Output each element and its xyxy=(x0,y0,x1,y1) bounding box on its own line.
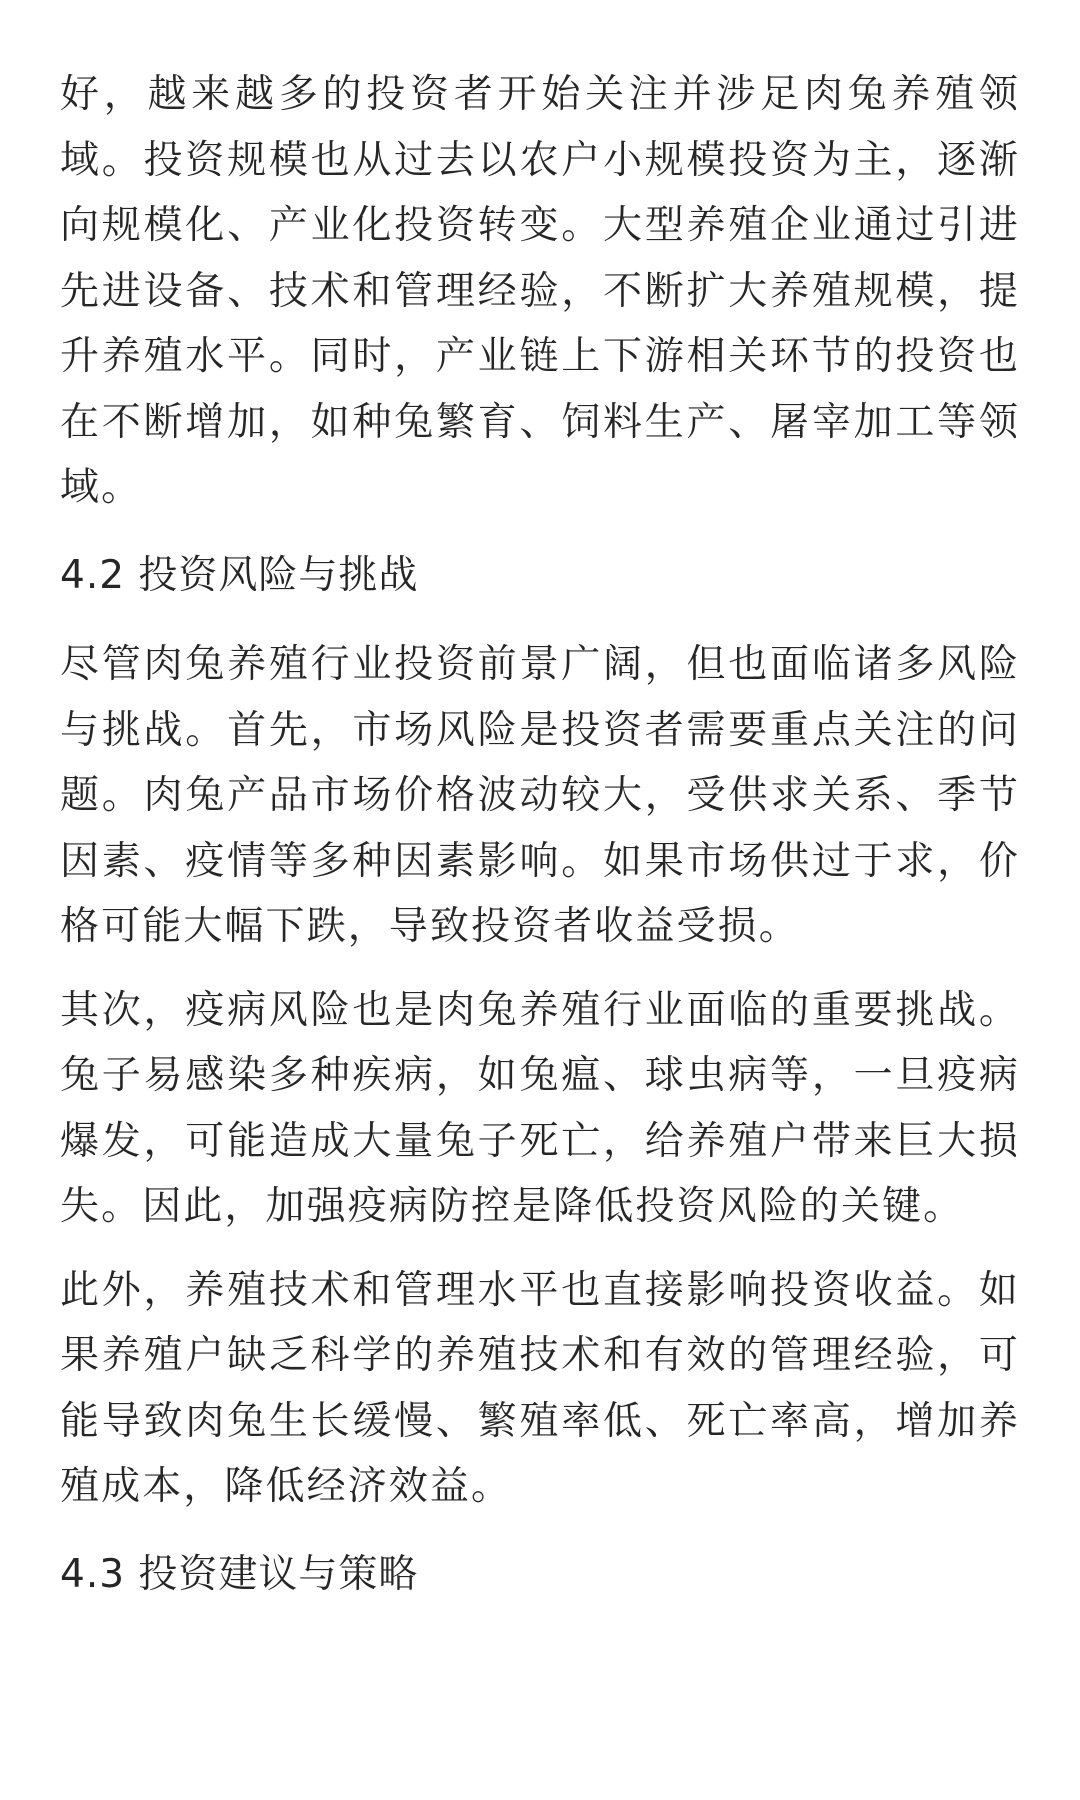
section-heading-4-2: 4.2 投资风险与挑战 xyxy=(60,552,419,598)
section-heading-4-3: 4.3 投资建议与策略 xyxy=(60,1551,419,1597)
paragraph-investment-trend: 好，越来越多的投资者开始关注并涉足肉兔养殖领域。投资规模也从过去以农户小规模投资为主，逐渐向规模化、产业化投资转变。大型养殖企业通过引进先进设备、技术和管理经验，不断扩大养殖规模，提升养殖水平。同时，产业链上下游相关环节的投资也在不断增加，如种兔繁育、饲料生产、屠宰加工等领域。 xyxy=(60,72,1020,510)
paragraph-market-risk: 尽管肉兔养殖行业投资前景广阔，但也面临诸多风险与挑战。首先，市场风险是投资者需要重点关注的问题。肉兔产品市场价格波动较大，受供求关系、季节因素、疫情等多种因素影响。如果市场供过于求，价格可能大幅下跌，导致投资者收益受损。 xyxy=(60,642,1020,949)
paragraph-management-risk: 此外，养殖技术和管理水平也直接影响投资收益。如果养殖户缺乏科学的养殖技术和有效的管理经验，可能导致肉兔生长缓慢、繁殖率低、死亡率高，增加养殖成本，降低经济效益。 xyxy=(60,1267,1020,1509)
paragraph-disease-risk: 其次，疫病风险也是肉兔养殖行业面临的重要挑战。兔子易感染多种疾病，如兔瘟、球虫病等，一旦疫病爆发，可能造成大量兔子死亡，给养殖户带来巨大损失。因此，加强疫病防控是降低投资风险的关键。 xyxy=(60,987,1020,1229)
